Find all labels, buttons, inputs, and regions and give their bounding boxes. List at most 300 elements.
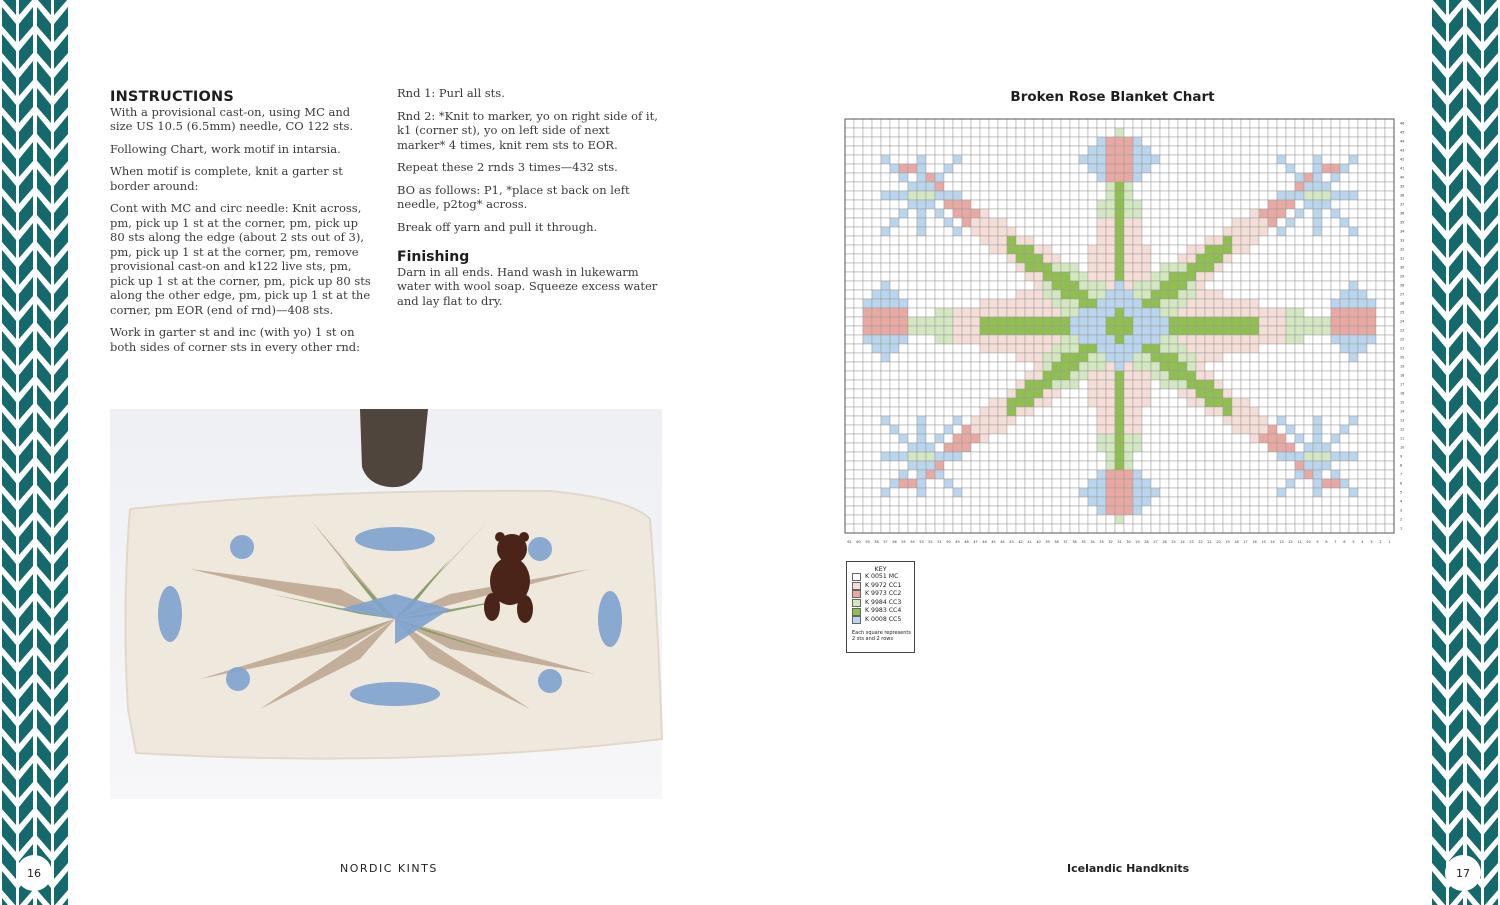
chart-cell [899, 353, 908, 362]
chart-cell [1313, 119, 1322, 128]
chart-cell [1133, 353, 1142, 362]
chart-cell [1259, 515, 1268, 524]
chart-cell [1268, 506, 1277, 515]
broken-rose-chart [843, 116, 1403, 546]
chart-cell [1250, 137, 1259, 146]
chart-cell [1322, 362, 1331, 371]
chart-cell [1277, 164, 1286, 173]
chart-cell [1286, 308, 1295, 317]
chart-cell [926, 371, 935, 380]
chart-cell [1304, 263, 1313, 272]
chart-cell [1160, 344, 1169, 353]
chart-cell [1367, 443, 1376, 452]
chart-cell [1331, 245, 1340, 254]
chart-cell [1079, 227, 1088, 236]
chart-cell [1052, 308, 1061, 317]
chart-cell [1196, 497, 1205, 506]
chart-cell [1304, 506, 1313, 515]
chart-cell [1340, 452, 1349, 461]
chart-cell [926, 353, 935, 362]
chart-cell [1376, 362, 1385, 371]
chart-cell [1088, 335, 1097, 344]
chart-cell [1061, 524, 1070, 533]
chart-cell [917, 299, 926, 308]
chart-cell [1232, 416, 1241, 425]
chart-cell [1061, 317, 1070, 326]
chart-cell [1259, 524, 1268, 533]
chart-cell [1304, 497, 1313, 506]
chart-cell [1223, 335, 1232, 344]
chart-cell [971, 344, 980, 353]
chart-cell [1385, 398, 1394, 407]
chart-cell [989, 155, 998, 164]
y-tick-label: 3 [1400, 508, 1403, 513]
chart-cell [1241, 119, 1250, 128]
chart-cell [1241, 200, 1250, 209]
chart-cell [1169, 119, 1178, 128]
chart-cell [1160, 461, 1169, 470]
chart-cell [1061, 173, 1070, 182]
chart-cell [1115, 128, 1124, 137]
chart-cell [1070, 425, 1079, 434]
chart-cell [980, 308, 989, 317]
chart-cell [1007, 461, 1016, 470]
chart-cell [1187, 218, 1196, 227]
chart-cell [926, 263, 935, 272]
chart-cell [1070, 182, 1079, 191]
chart-cell [926, 506, 935, 515]
chart-cell [1034, 299, 1043, 308]
y-tick-label: 24 [1400, 319, 1405, 324]
chart-cell [1124, 146, 1133, 155]
chart-cell [1151, 137, 1160, 146]
chart-cell [1160, 497, 1169, 506]
chart-cell [1259, 317, 1268, 326]
chart-cell [1196, 290, 1205, 299]
chart-cell [1106, 137, 1115, 146]
chart-cell [872, 128, 881, 137]
chart-cell [1034, 452, 1043, 461]
chart-cell [980, 263, 989, 272]
chart-cell [1376, 227, 1385, 236]
chart-cell [1133, 488, 1142, 497]
chart-cell [1241, 308, 1250, 317]
chart-cell [1349, 272, 1358, 281]
chart-cell [953, 434, 962, 443]
chart-cell [872, 335, 881, 344]
chart-cell [1088, 380, 1097, 389]
chart-cell [917, 290, 926, 299]
x-tick-label: 12 [1288, 540, 1293, 544]
chart-cell [872, 434, 881, 443]
x-tick-label: 54 [910, 540, 915, 544]
chart-cell [899, 209, 908, 218]
chart-cell [1214, 488, 1223, 497]
chart-cell [872, 146, 881, 155]
chart-cell [1304, 173, 1313, 182]
chart-cell [1340, 335, 1349, 344]
chart-cell [1052, 173, 1061, 182]
chart-cell [962, 119, 971, 128]
chart-cell [1331, 119, 1340, 128]
chart-cell [863, 254, 872, 263]
chart-cell [1196, 389, 1205, 398]
chart-cell [1025, 479, 1034, 488]
chart-cell [1034, 398, 1043, 407]
chart-cell [1223, 128, 1232, 137]
chart-cell [1277, 506, 1286, 515]
chart-cell [1313, 227, 1322, 236]
chart-cell [1151, 299, 1160, 308]
chart-cell [1160, 137, 1169, 146]
chart-cell [1115, 155, 1124, 164]
chart-cell [1142, 353, 1151, 362]
chart-cell [1205, 209, 1214, 218]
chart-cell [917, 164, 926, 173]
chart-cell [1079, 317, 1088, 326]
chart-cell [1196, 416, 1205, 425]
chart-cell [1061, 290, 1070, 299]
chart-cell [1223, 218, 1232, 227]
chart-cell [1214, 119, 1223, 128]
chart-cell [1106, 308, 1115, 317]
chart-cell [1367, 389, 1376, 398]
x-tick-label: 15 [1261, 540, 1266, 544]
chart-cell [926, 155, 935, 164]
chart-cell [971, 263, 980, 272]
chart-cell [1124, 371, 1133, 380]
chart-cell [1142, 380, 1151, 389]
chart-cell [890, 128, 899, 137]
chart-cell [1151, 146, 1160, 155]
chart-cell [926, 119, 935, 128]
chart-cell [1097, 488, 1106, 497]
x-tick-label: 61 [847, 540, 852, 544]
chart-cell [1124, 488, 1133, 497]
chart-cell [1340, 425, 1349, 434]
chart-cell [908, 497, 917, 506]
chart-cell [1268, 317, 1277, 326]
chart-cell [1007, 344, 1016, 353]
chart-cell [1376, 407, 1385, 416]
chart-cell [1106, 299, 1115, 308]
chart-cell [1304, 281, 1313, 290]
chart-cell [962, 272, 971, 281]
chart-cell [953, 407, 962, 416]
chart-cell [980, 119, 989, 128]
chart-cell [1016, 398, 1025, 407]
chart-cell [908, 479, 917, 488]
chart-cell [1349, 218, 1358, 227]
chart-cell [1025, 326, 1034, 335]
chart-cell [1385, 164, 1394, 173]
chart-cell [1196, 245, 1205, 254]
chart-cell [1286, 488, 1295, 497]
chart-cell [1088, 263, 1097, 272]
chart-cell [1079, 479, 1088, 488]
chart-cell [845, 290, 854, 299]
chart-cell [962, 515, 971, 524]
chart-cell [1178, 488, 1187, 497]
chart-cell [1340, 245, 1349, 254]
chart-cell [1358, 245, 1367, 254]
chart-cell [1286, 164, 1295, 173]
chart-cell [1304, 155, 1313, 164]
chart-cell [1142, 317, 1151, 326]
chart-cell [1322, 371, 1331, 380]
chart-cell [953, 173, 962, 182]
chart-cell [1034, 479, 1043, 488]
chart-cell [1025, 155, 1034, 164]
chart-cell [1043, 155, 1052, 164]
chart-cell [1088, 200, 1097, 209]
chart-cell [926, 335, 935, 344]
chart-cell [1250, 416, 1259, 425]
chart-cell [1259, 506, 1268, 515]
key-entry [852, 582, 914, 591]
chart-cell [980, 272, 989, 281]
chart-cell [1277, 353, 1286, 362]
chart-cell [1358, 488, 1367, 497]
chart-cell [1322, 146, 1331, 155]
chart-cell [881, 146, 890, 155]
chart-cell [1061, 209, 1070, 218]
chart-cell [1151, 200, 1160, 209]
chart-cell [1007, 452, 1016, 461]
chart-cell [1232, 308, 1241, 317]
chart-cell [1250, 371, 1259, 380]
chart-cell [1052, 506, 1061, 515]
chart-cell [1133, 308, 1142, 317]
chart-cell [1322, 191, 1331, 200]
chart-cell [845, 398, 854, 407]
chart-cell [1061, 164, 1070, 173]
chart-cell [944, 299, 953, 308]
chart-cell [980, 155, 989, 164]
blanket-photo [110, 409, 662, 799]
chart-cell [989, 515, 998, 524]
chart-cell [1250, 335, 1259, 344]
chart-cell [1250, 200, 1259, 209]
chart-cell [1313, 281, 1322, 290]
chart-cell [1268, 335, 1277, 344]
chart-cell [1034, 434, 1043, 443]
chart-cell [863, 452, 872, 461]
chart-cell [1232, 200, 1241, 209]
chart-cell [1340, 254, 1349, 263]
chart-cell [1385, 146, 1394, 155]
x-tick-label: 53 [919, 540, 924, 544]
chart-cell [845, 497, 854, 506]
chart-cell [1286, 173, 1295, 182]
chart-cell [1160, 236, 1169, 245]
chart-cell [917, 254, 926, 263]
chart-cell [845, 443, 854, 452]
chart-cell [881, 308, 890, 317]
chart-cell [1043, 407, 1052, 416]
chart-cell [899, 308, 908, 317]
chart-cell [1385, 155, 1394, 164]
x-tick-label: 51 [937, 540, 942, 544]
chart-cell [1043, 497, 1052, 506]
chart-cell [1277, 272, 1286, 281]
chart-cell [1079, 380, 1088, 389]
chart-cell [1025, 218, 1034, 227]
chart-cell [998, 209, 1007, 218]
chart-cell [1178, 146, 1187, 155]
chart-cell [1349, 434, 1358, 443]
key-code: K 0051 MC [865, 573, 899, 580]
chart-cell [1376, 443, 1385, 452]
chart-cell [1232, 191, 1241, 200]
chart-cell [1313, 326, 1322, 335]
chart-cell [1304, 227, 1313, 236]
chart-cell [1187, 146, 1196, 155]
chart-cell [1061, 263, 1070, 272]
chart-cell [1007, 146, 1016, 155]
chart-cell [1043, 380, 1052, 389]
chart-cell [1232, 515, 1241, 524]
chart-cell [989, 461, 998, 470]
chart-cell [1178, 308, 1187, 317]
chart-cell [863, 335, 872, 344]
chart-cell [872, 173, 881, 182]
chart-cell [1133, 425, 1142, 434]
chart-cell [989, 524, 998, 533]
x-tick-label: 47 [973, 540, 978, 544]
chart-cell [971, 443, 980, 452]
chart-cell [1133, 146, 1142, 155]
chart-cell [1259, 254, 1268, 263]
chart-cell [1268, 416, 1277, 425]
chart-cell [1277, 245, 1286, 254]
chart-cell [1358, 452, 1367, 461]
chart-cell [953, 254, 962, 263]
chart-cell [935, 155, 944, 164]
chart-cell [1367, 461, 1376, 470]
chart-cell [1115, 173, 1124, 182]
chart-cell [980, 443, 989, 452]
chart-cell [980, 425, 989, 434]
chart-cell [1331, 137, 1340, 146]
chart-cell [1178, 524, 1187, 533]
chart-cell [1052, 182, 1061, 191]
chart-cell [872, 209, 881, 218]
chart-cell [881, 479, 890, 488]
chart-cell [1376, 164, 1385, 173]
chart-cell [1304, 452, 1313, 461]
chart-cell [1295, 299, 1304, 308]
chart-cell [908, 434, 917, 443]
chart-cell [1349, 290, 1358, 299]
chart-cell [1079, 425, 1088, 434]
chart-cell [1097, 128, 1106, 137]
chart-cell [1277, 200, 1286, 209]
chart-cell [845, 371, 854, 380]
chart-cell [1034, 281, 1043, 290]
chart-cell [1250, 263, 1259, 272]
chart-cell [1196, 155, 1205, 164]
chart-cell [944, 164, 953, 173]
chart-cell [1232, 470, 1241, 479]
chart-cell [1205, 173, 1214, 182]
chart-cell [1133, 398, 1142, 407]
chart-cell [971, 416, 980, 425]
chart-cell [1169, 479, 1178, 488]
chart-cell [1286, 317, 1295, 326]
chart-cell [1052, 389, 1061, 398]
chart-cell [962, 488, 971, 497]
chart-cell [854, 488, 863, 497]
chart-cell [953, 344, 962, 353]
chart-cell [1088, 515, 1097, 524]
chart-cell [1007, 227, 1016, 236]
chart-cell [1277, 290, 1286, 299]
chart-cell [1052, 146, 1061, 155]
chart-cell [854, 173, 863, 182]
x-tick-label: 38 [1054, 540, 1059, 544]
chart-cell [1268, 173, 1277, 182]
chart-cell [1214, 299, 1223, 308]
instruction-paragraph: Work in garter st and inc (with yo) 1 st on both sides of corner sts in every other rnd: [110, 325, 360, 354]
chart-cell [1052, 317, 1061, 326]
chart-cell [926, 236, 935, 245]
chart-cell [1277, 155, 1286, 164]
chart-cell [1088, 407, 1097, 416]
chart-cell [1358, 425, 1367, 434]
chart-cell [1385, 200, 1394, 209]
chart-cell [1034, 461, 1043, 470]
chart-cell [1376, 371, 1385, 380]
chart-cell [1016, 173, 1025, 182]
chart-cell [998, 362, 1007, 371]
y-tick-label: 19 [1400, 364, 1405, 369]
chart-cell [971, 173, 980, 182]
chart-cell [1052, 461, 1061, 470]
chart-cell [1286, 209, 1295, 218]
chart-cell [1250, 164, 1259, 173]
chart-cell [1385, 389, 1394, 398]
chart-cell [908, 425, 917, 434]
chart-cell [1061, 191, 1070, 200]
chart-cell [989, 317, 998, 326]
chart-cell [872, 470, 881, 479]
chart-cell [1169, 146, 1178, 155]
chart-cell [953, 479, 962, 488]
chart-cell [1034, 164, 1043, 173]
chart-cell [1358, 272, 1367, 281]
chart-cell [1169, 218, 1178, 227]
chart-cell [1169, 299, 1178, 308]
chart-cell [1250, 407, 1259, 416]
chart-cell [1160, 164, 1169, 173]
chart-cell [1196, 146, 1205, 155]
chart-cell [1241, 497, 1250, 506]
chart-cell [1304, 191, 1313, 200]
chart-cell [1340, 209, 1349, 218]
chart-cell [971, 389, 980, 398]
chart-cell [1340, 236, 1349, 245]
chart-cell [1178, 398, 1187, 407]
chart-cell [1151, 506, 1160, 515]
chart-cell [971, 434, 980, 443]
chart-cell [989, 137, 998, 146]
chart-cell [1340, 290, 1349, 299]
chart-cell [917, 389, 926, 398]
chart-cell [1142, 389, 1151, 398]
chart-cell [1160, 245, 1169, 254]
chart-cell [1088, 326, 1097, 335]
